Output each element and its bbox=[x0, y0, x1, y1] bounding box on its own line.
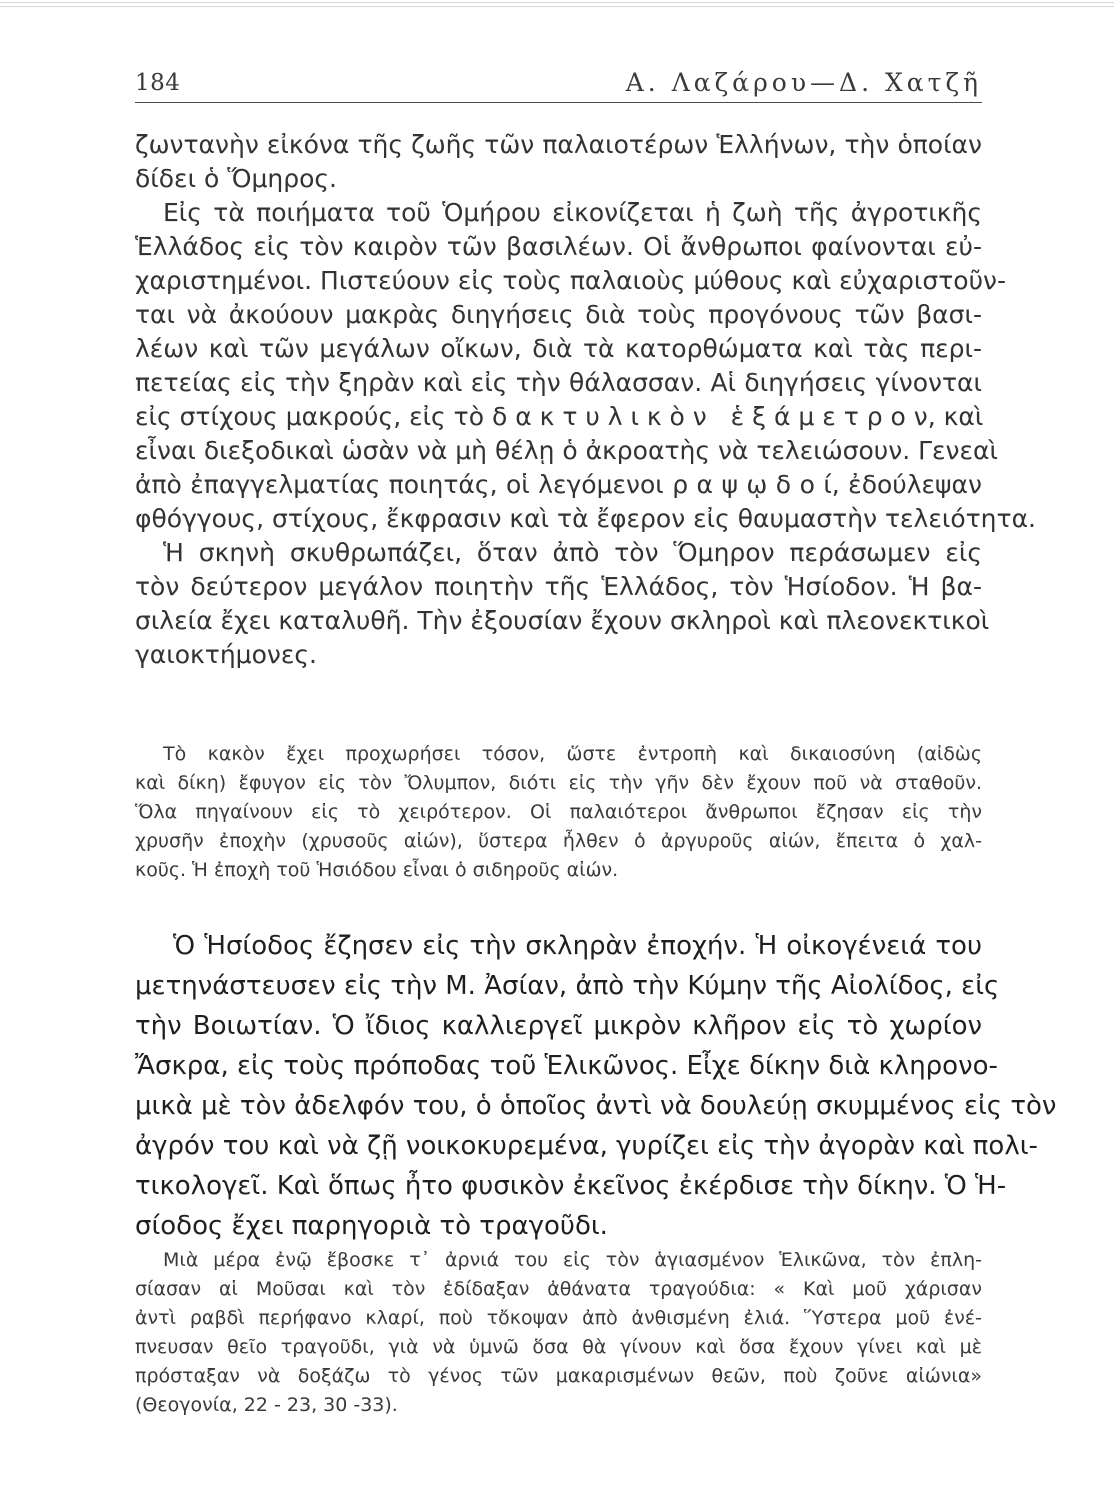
text-line: εἶναι διεξοδικαὶ ὡσὰν νὰ μὴ θέλῃ ὁ ἀκροατὴς νὰ τελειώσουν. Γενεαὶ bbox=[135, 436, 998, 465]
note-line: Ὅλα πηγαίνουν εἰς τὸ χειρότερον. Οἱ παλαιότεροι ἄνθρωποι ἔζησαν εἰς τὴν bbox=[135, 801, 982, 823]
note-line: ἀντὶ ραβδὶ περήφανο κλαρί, ποὺ τὄκοψαν ἀπὸ ἀνθισμένη ἐλιά. Ὕστερα μοῦ ἐνέ- bbox=[135, 1307, 982, 1329]
text-line: δίδει ὁ Ὅμηρος. bbox=[135, 164, 338, 193]
text-line: ται νὰ ἀκούουν μακρὰς διηγήσεις διὰ τοὺς προγόνους τῶν βασι- bbox=[135, 300, 982, 329]
header-rule bbox=[135, 102, 982, 103]
note-line: πνευσαν θεῖο τραγοῦδι, γιὰ νὰ ὑμνῶ ὅσα θὰ γίνουν καὶ ὅσα ἔχουν γίνει καὶ μὲ bbox=[135, 1336, 982, 1358]
scan-edge-line bbox=[0, 6, 1114, 7]
main-text-block-2 bbox=[135, 926, 1057, 1246]
text-line: τικολογεῖ. Καὶ ὅπως ἦτο φυσικὸν ἐκεῖνος ἐκέρδισε τὴν δίκην. Ὁ Ἡ- bbox=[135, 1171, 1007, 1201]
text-line: εἰς στίχους μακρούς, εἰς τὸ δ α κ τ υ λ ι κ ὸ ν ἑ ξ ά μ ε τ ρ ο ν, καὶ bbox=[135, 402, 984, 431]
text-line: χαριστημένοι. Πιστεύουν εἰς τοὺς παλαιοὺς μύθους καὶ εὐχαριστοῦν- bbox=[135, 266, 1007, 295]
text-line: Ἄσκρα, εἰς τοὺς πρόποδας τοῦ Ἑλικῶνος. Εἶχε δίκην διὰ κληρονο- bbox=[135, 1051, 998, 1081]
note-line: πρόσταξαν νὰ δοξάζω τὸ γένος τῶν μακαρισμένων θεῶν, ποὺ ζοῦνε αἰώνια» bbox=[135, 1365, 982, 1387]
scan-edge-line bbox=[0, 2, 1114, 3]
text-line: σίοδος ἔχει παρηγοριὰ τὸ τραγοῦδι. bbox=[135, 1211, 608, 1241]
text-line: μετηνάστευσεν εἰς τὴν Μ. Ἀσίαν, ἀπὸ τὴν Κύμην τῆς Αἰολίδος, εἰς bbox=[135, 971, 1000, 1001]
text-line: τὴν Βοιωτίαν. Ὁ ἴδιος καλλιεργεῖ μικρὸν κλῆρον εἰς τὸ χωρίον bbox=[135, 1011, 982, 1041]
text-line: ἀπὸ ἐπαγγελματίας ποιητάς, οἱ λεγόμενοι ρ α ψ ῳ δ ο ί, ἐδούλεψαν bbox=[135, 470, 982, 499]
note-line: (Θεογονία, 22 - 23, 30 -33). bbox=[135, 1394, 398, 1416]
text-line: Εἰς τὰ ποιήματα τοῦ Ὁμήρου εἰκονίζεται ἡ ζωὴ τῆς ἀγροτικῆς bbox=[163, 198, 982, 227]
text-line: φθόγγους, στίχους, ἔκφρασιν καὶ τὰ ἔφερον εἰς θαυμαστὴν τελειότητα. bbox=[135, 504, 1036, 533]
note-line: χρυσῆν ἐποχὴν (χρυσοῦς αἰών), ὕστερα ἦλθεν ὁ ἀργυροῦς αἰών, ἔπειτα ὁ χαλ- bbox=[135, 830, 982, 852]
running-head: Α. Λαζάρου—Δ. Χατζῆ bbox=[625, 68, 982, 97]
note-line: κοῦς. Ἡ ἐποχὴ τοῦ Ἡσιόδου εἶναι ὁ σιδηροῦς αἰών. bbox=[135, 859, 619, 881]
page-number: 184 bbox=[135, 70, 181, 96]
text-line: τὸν δεύτερον μεγάλον ποιητὴν τῆς Ἑλλάδος, τὸν Ἡσίοδον. Ἡ βα- bbox=[135, 572, 982, 601]
text-line: γαιοκτήμονες. bbox=[135, 640, 317, 669]
note-line: Τὸ κακὸν ἔχει προχωρήσει τόσον, ὥστε ἐντροπὴ καὶ δικαιοσύνη (αἰδὼς bbox=[163, 743, 982, 765]
note-line: σίασαν αἱ Μοῦσαι καὶ τὸν ἐδίδαξαν ἀθάνατα τραγούδια: « Καὶ μοῦ χάρισαν bbox=[135, 1278, 982, 1300]
note-block-2 bbox=[135, 1246, 982, 1420]
note-block-1 bbox=[135, 740, 982, 885]
text-line: λέων καὶ τῶν μεγάλων οἴκων, διὰ τὰ κατορθώματα καὶ τὰς περι- bbox=[135, 334, 982, 363]
text-line: πετείας εἰς τὴν ξηρὰν καὶ εἰς τὴν θάλασσαν. Αἱ διηγήσεις γίνονται bbox=[135, 368, 982, 397]
text-line: Ὁ Ἡσίοδος ἔζησεν εἰς τὴν σκληρὰν ἐποχήν. Ἡ οἰκογένειά του bbox=[173, 931, 982, 961]
note-line: Μιὰ μέρα ἐνῷ ἔβοσκε τ᾽ ἀρνιά του εἰς τὸν ἁγιασμένον Ἑλικῶνα, τὸν ἐπλη- bbox=[163, 1249, 982, 1271]
main-text-block-1 bbox=[135, 128, 1036, 672]
note-line: καὶ δίκη) ἔφυγον εἰς τὸν Ὄλυμπον, διότι εἰς τὴν γῆν δὲν ἔχουν ποῦ νὰ σταθοῦν. bbox=[135, 772, 982, 794]
text-line: Ἑλλάδος εἰς τὸν καιρὸν τῶν βασιλέων. Οἱ ἄνθρωποι φαίνονται εὐ- bbox=[135, 232, 982, 261]
text-line: ἀγρόν του καὶ νὰ ζῇ νοικοκυρεμένα, γυρίζει εἰς τὴν ἀγορὰν καὶ πολι- bbox=[135, 1131, 1038, 1161]
text-line: Ἡ σκηνὴ σκυθρωπάζει, ὅταν ἀπὸ τὸν Ὅμηρον περάσωμεν εἰς bbox=[163, 538, 982, 567]
text-line: μικὰ μὲ τὸν ἀδελφόν του, ὁ ὁποῖος ἀντὶ νὰ δουλεύῃ σκυμμένος εἰς τὸν bbox=[135, 1091, 1057, 1121]
text-line: ζωντανὴν εἰκόνα τῆς ζωῆς τῶν παλαιοτέρων Ἑλλήνων, τὴν ὁποίαν bbox=[135, 130, 982, 159]
text-line: σιλεία ἔχει καταλυθῆ. Τὴν ἐξουσίαν ἔχουν σκληροὶ καὶ πλεονεκτικοὶ bbox=[135, 606, 990, 635]
page-header bbox=[135, 66, 982, 106]
